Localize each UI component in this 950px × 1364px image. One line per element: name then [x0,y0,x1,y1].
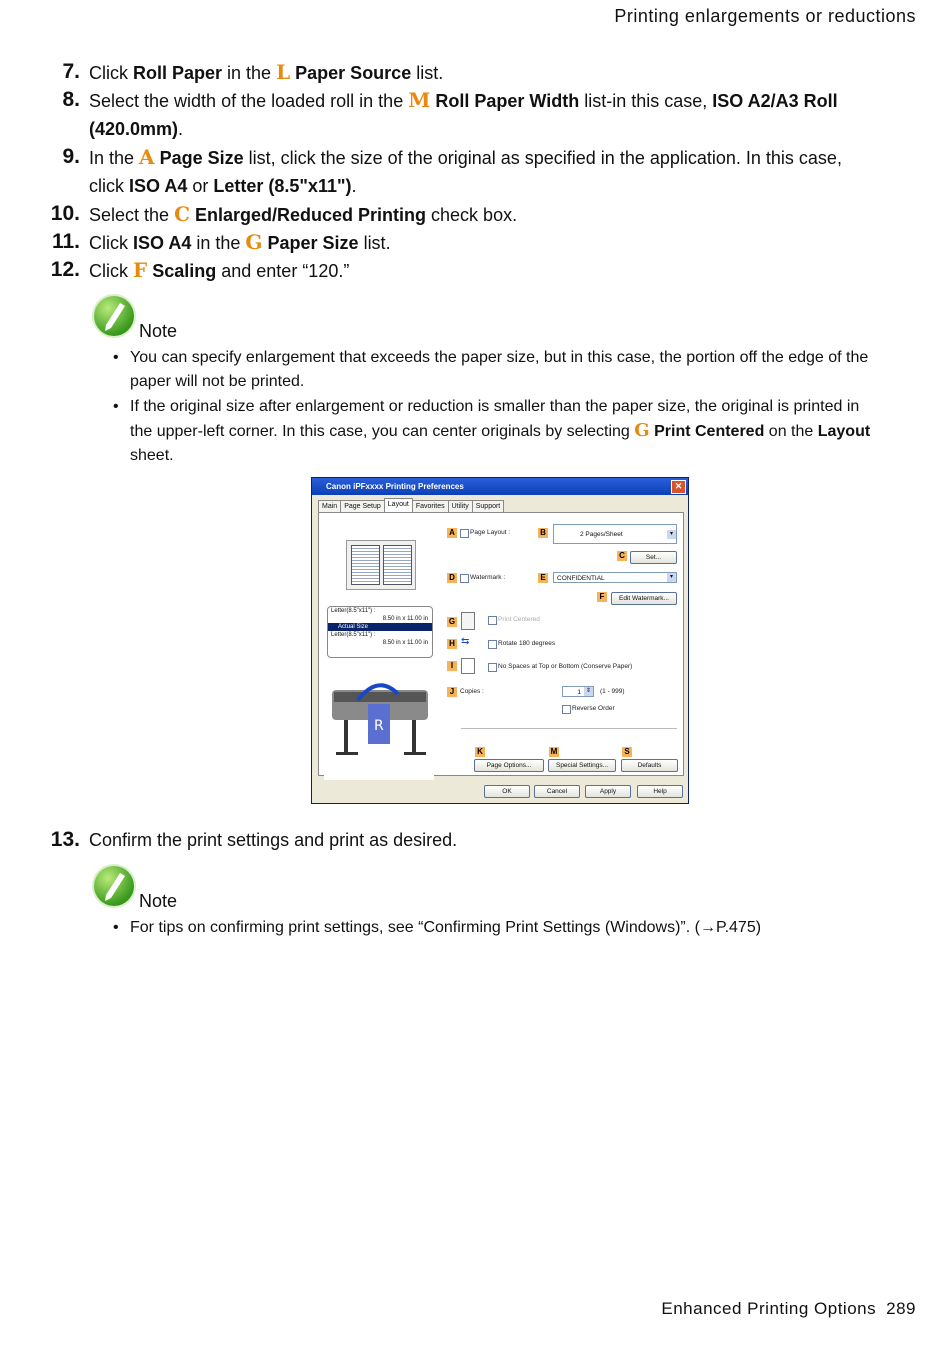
callout-label-k: K [475,747,485,757]
note-label: Note [139,321,178,341]
chevron-down-icon: ▾ [667,530,676,539]
callout-letter: A [139,145,155,169]
callout-label-b: B [538,528,548,538]
note-label: Note [139,891,178,911]
print-centered-label: Print Centered [498,616,540,623]
step-number: 11. [51,230,80,253]
page-layout-value: 2 Pages/Sheet [580,531,623,538]
size-label: Letter(8.5"x11") : [331,632,376,638]
defaults-button[interactable]: Defaults [621,759,678,772]
size-info-box [327,606,433,658]
page-options-button[interactable]: Page Options... [474,759,544,772]
apply-button[interactable]: Apply [585,785,631,798]
tab-utility[interactable]: Utility [448,500,473,512]
step-text: Click F Scaling and enter “120.” [89,258,350,282]
reverse-order-checkbox[interactable] [562,705,571,714]
help-button[interactable]: Help [637,785,683,798]
copies-label: Copies : [460,688,484,695]
dialog-titlebar [312,478,688,495]
divider [461,728,677,729]
step-text: Confirm the print settings and print as desired. [89,830,458,850]
size-value: 8.50 in x 11.00 in [382,616,428,622]
callout-label-m: M [550,747,558,756]
copies-stepper[interactable] [562,686,594,697]
no-spaces-checkbox[interactable] [488,663,497,672]
print-centered-checkbox[interactable] [488,616,497,625]
tab-layout[interactable]: Layout [384,498,413,512]
no-spaces-label: No Spaces at Top or Bottom (Conserve Paper) [498,663,633,670]
callout-label-j: J [447,687,457,697]
dialog-title: Canon iPFxxxx Printing Preferences [326,482,464,491]
step-number: 10. [50,202,80,225]
paper-icon [461,658,475,674]
callout-label-s: S [622,747,632,757]
step-text: In the A Page Size list, click the size of the original as specified in the application. In this case, click ISO A4 or Letter (8.5"x11"). [89,145,842,196]
close-icon[interactable]: ✕ [671,480,686,494]
ok-button[interactable]: OK [484,785,530,798]
tab-page-setup[interactable]: Page Setup [340,500,385,512]
callout-letter: G [634,420,650,441]
watermark-checkbox[interactable] [460,574,469,583]
reverse-order-label: Reverse Order [572,705,615,712]
watermark-select[interactable] [553,572,677,583]
callout-label-g: G [448,617,456,626]
note-pencil-icon [94,866,134,906]
cancel-button[interactable]: Cancel [534,785,580,798]
callout-label-h: H [447,639,457,649]
callout-letter: G [245,230,263,254]
tab-favorites[interactable]: Favorites [412,500,449,512]
set-button[interactable]: Set... [630,551,677,564]
page-preview [346,540,416,590]
size-value: 8.50 in x 11.00 in [382,640,428,646]
callout-label-d: D [447,573,457,583]
rotate-checkbox[interactable] [488,640,497,649]
size-label: Letter(8.5"x11") : [331,608,376,614]
step-number: 8. [62,88,80,111]
page-layout-checkbox[interactable] [460,529,469,538]
step-number: 9. [62,145,80,168]
step-text: Select the C Enlarged/Reduced Printing check box. [89,202,518,226]
running-header: Printing enlargements or reductions [614,6,916,26]
callout-label-c: C [617,551,627,561]
svg-text:R: R [374,718,384,734]
page-number: 289 [886,1299,916,1318]
preview-area [324,522,434,780]
watermark-label: Watermark : [470,574,506,581]
page-layout-select[interactable] [553,524,677,544]
callout-label-i: I [447,661,457,671]
step-text: Click ISO A4 in the G Paper Size list. [89,230,391,254]
dialog-tabs [318,500,503,512]
spin-arrows-icon: ⇕ [585,688,592,694]
actual-size-label: Actual Size [328,623,432,631]
step-number: 13. [50,828,80,851]
copies-range: (1 - 999) [600,688,625,695]
callout-letter: F [133,258,148,282]
footer-section: Enhanced Printing Options [661,1299,877,1318]
rotate-icon: ⇆ [461,636,470,647]
layout-panel [318,512,684,776]
callout-label-f: F [597,592,607,602]
tab-support[interactable]: Support [472,500,505,512]
printer-illustration [328,664,432,764]
printing-preferences-dialog [311,477,689,804]
callout-label-e: E [538,573,548,583]
step-text: Click Roll Paper in the L Paper Source list. [89,60,444,84]
page-footer [661,1299,916,1319]
watermark-value: CONFIDENTIAL [557,575,605,582]
step-number: 12. [50,258,80,281]
tab-main[interactable]: Main [318,500,341,512]
step-text: Select the width of the loaded roll in the M Roll Paper Width list-in this case, ISO A2/A3 Roll (420.0mm). [89,88,838,139]
step-number: 7. [62,60,80,83]
note-pencil-icon [94,296,134,336]
copies-value: 1 [577,689,581,696]
rotate-label: Rotate 180 degrees [498,640,556,647]
edit-watermark-button[interactable]: Edit Watermark... [611,592,677,605]
callout-label-a: A [447,528,457,538]
chevron-down-icon: ▾ [667,573,676,582]
callout-letter: M [408,88,431,112]
page-icon [461,612,475,630]
special-settings-button[interactable]: Special Settings... [548,759,616,772]
page-layout-label: Page Layout : [470,529,511,536]
callout-letter: C [174,202,190,226]
callout-letter: L [276,60,291,84]
